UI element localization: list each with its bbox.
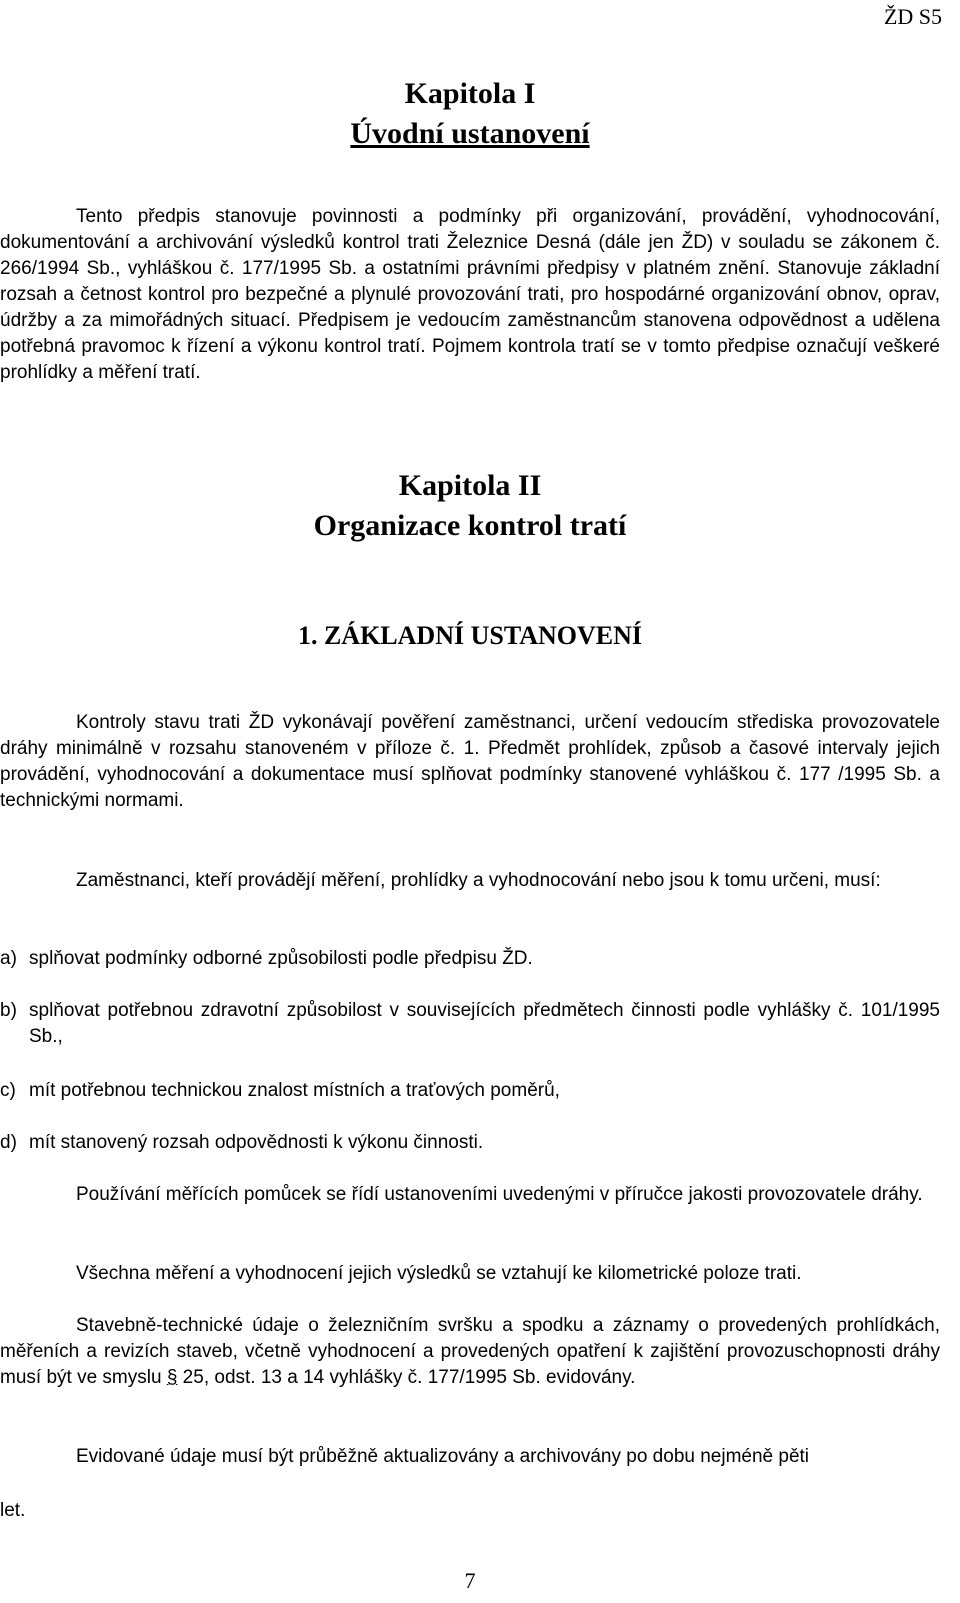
chapter-1-title: Kapitola I	[404, 77, 536, 110]
list-marker: b)	[0, 1000, 17, 1021]
section-1-paragraph-5-text: Stavebně-technické údaje o železničním svršku a spodku a záznamy o provedených prohlídkách, měřeních a revizích staveb, včetně vyhodnocení a provedených opatření k zajištění provozuschopnosti dráhy musí být ve smyslu	[0, 1315, 940, 1388]
section-1-paragraph-4-text: Všechna měření a vyhodnocení jejich výsledků se vztahují ke kilometrické poloze trati.	[76, 1263, 802, 1284]
section-1-paragraph-3-text: Používání měřících pomůcek se řídí ustanoveními uvedenými v příručce jakosti provozovatele dráhy.	[76, 1184, 923, 1205]
chapter-2-subtitle: Organizace kontrol tratí	[313, 509, 627, 542]
section-1-title: 1. ZÁKLADNÍ USTANOVENÍ	[297, 621, 643, 650]
requirement-item-b	[0, 998, 940, 1050]
list-marker: a)	[0, 948, 17, 969]
section-1-paragraph-4	[0, 1261, 940, 1287]
page-number: 7	[464, 1568, 476, 1593]
section-1-paragraph-6-text: Evidované údaje musí být průběžně aktualizovány a archivovány po dobu nejméně pěti	[76, 1446, 810, 1467]
list-marker: d)	[0, 1132, 17, 1153]
list-item-text: splňovat podmínky odborné způsobilosti podle předpisu ŽD.	[29, 948, 533, 969]
section-1-paragraph-2	[0, 868, 940, 894]
section-1-paragraph-6-tail: let.	[0, 1500, 26, 1521]
document-code: ŽD S5	[883, 4, 942, 29]
requirement-item-d	[0, 1130, 940, 1156]
section-1-paragraph-1	[0, 710, 940, 814]
section-1-paragraph-3	[0, 1182, 940, 1208]
section-1-paragraph-5	[0, 1313, 940, 1391]
list-marker: c)	[0, 1080, 16, 1101]
section-1-paragraph-5-text-end: 25, odst. 13 a 14 vyhlášky č. 177/1995 Sb. evidovány.	[177, 1367, 636, 1388]
section-1-paragraph-6	[0, 1444, 940, 1470]
section-symbol: §	[166, 1367, 178, 1388]
chapter-2-title: Kapitola II	[398, 469, 542, 502]
list-item-text: splňovat potřebnou zdravotní způsobilost v souvisejících předmětech činnosti podle vyhlášky č. 101/1995 Sb.,	[29, 1000, 940, 1047]
requirement-item-c	[0, 1078, 940, 1104]
chapter-1-subtitle	[0, 114, 940, 154]
introduction-text: Tento předpis stanovuje povinnosti a podmínky při organizování, provádění, vyhodnocování, dokumentování a archivování výsledků kontrol trati Železnice Desná (dále jen ŽD) v souladu se zákonem č. 266/1994 Sb., vyhláškou č. 177/1995 Sb. a ostatními právními předpisy v platném znění. Stanovuje základní rozsah a četnost kontrol pro bezpečné a plynulé provozování trati, pro hospodárné organizování obnov, oprav, údržby a za mimořádných situací. Předpisem je vedoucím zaměstnancům stanovena odpovědnost a udělena potřebná pravomoc k řízení a výkonu kontrol tratí. Pojmem kontrola tratí se v tomto předpise označují veškeré prohlídky a měření tratí.	[0, 206, 940, 383]
introduction-paragraph	[0, 204, 940, 386]
section-1-paragraph-1-text: Kontroly stavu trati ŽD vykonávají pověření zaměstnanci, určení vedoucím střediska provozovatele dráhy minimálně v rozsahu stanoveném v příloze č. 1. Předmět prohlídek, způsob a časové intervaly jejich provádění, vyhodnocování a dokumentace musí splňovat podmínky stanovené vyhláškou č. 177 /1995 Sb. a technickými normami.	[0, 712, 940, 811]
section-1-paragraph-2-text: Zaměstnanci, kteří provádějí měření, prohlídky a vyhodnocování nebo jsou k tomu určeni, musí:	[76, 870, 881, 891]
requirement-item-a	[0, 946, 940, 972]
list-item-text: mít stanovený rozsah odpovědnosti k výkonu činnosti.	[29, 1132, 484, 1153]
chapter-1-subtitle-text: Úvodní ustanovení	[350, 117, 590, 150]
list-item-text: mít potřebnou technickou znalost místních a traťových poměrů,	[29, 1080, 560, 1101]
